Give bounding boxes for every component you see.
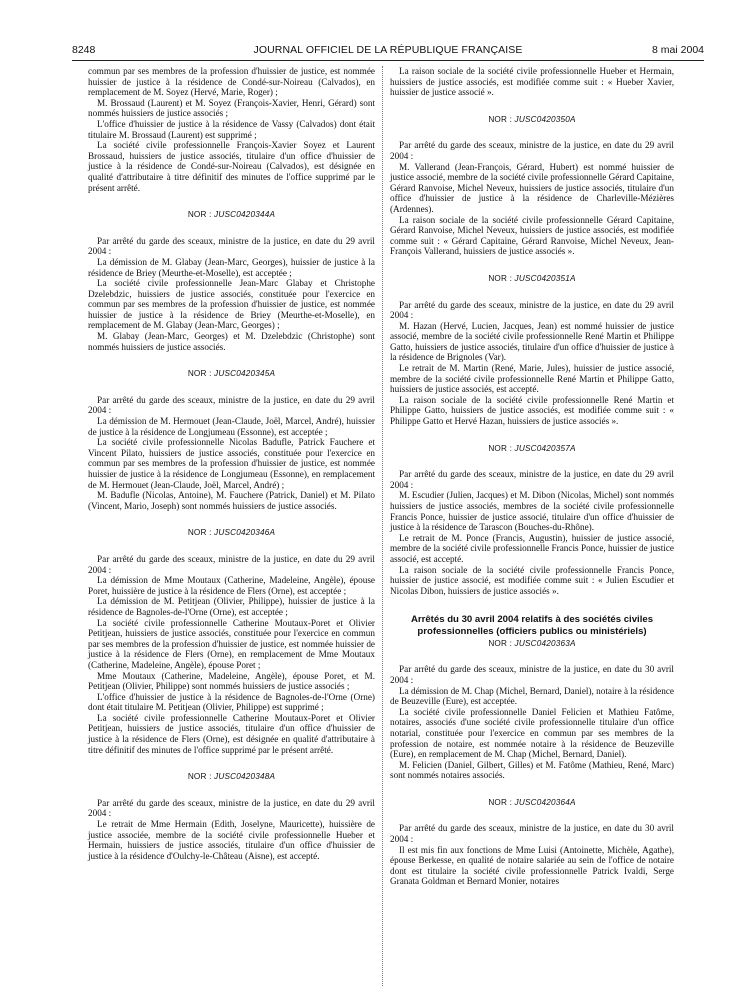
decree-block: [390, 300, 674, 427]
paragraph: La démission de M. Glabay (Jean-Marc, Georges), huissier de justice à la résidence de Briey (Meurthe-et-Moselle), est acceptée ;: [88, 256, 375, 278]
decree-block: [88, 236, 375, 353]
paragraph: Le retrait de M. Martin (René, Marie, Jules), huissier de justice associé, membre de la société civile professionnelle René Martin et Philippe Gatto, huissiers de justice associés, est accepté.: [390, 363, 674, 395]
column-divider: [382, 66, 383, 986]
paragraph: La société civile professionnelle Catherine Moutaux-Poret et Olivier Petitjean, huissiers de justice associés, titulaire d'un office d'huissier de justice à la résidence de Flers (Orne), est désignée en qualité d'attributaire à titre définitif des minutes de l'office supprimé par le présent arrêté.: [88, 712, 375, 755]
decree-block: [390, 823, 674, 887]
nor-code: JUSC0420345A: [214, 369, 276, 379]
decree-block: [88, 798, 375, 862]
nor-code: JUSC0420344A: [214, 210, 276, 220]
paragraph: La démission de M. Petitjean (Olivier, Philippe), huissier de justice à la résidence de Bagnoles-de-l'Orne (Orne), est acceptée ;: [88, 596, 375, 617]
nor-code: JUSC0420348A: [214, 772, 276, 782]
paragraph: La démission de M. Hermouet (Jean-Claude, Joël, Marcel, André), huissier de justice à la résidence de Longjumeau (Essonne), est acceptée ;: [88, 416, 375, 437]
decree-block: [390, 469, 674, 596]
paragraph: Il est mis fin aux fonctions de Mme Luisi (Antoinette, Michèle, Agathe), épouse Berkesse, en qualité de notaire salariée au sein de l'office de notaire dont est titulaire la société civile professionnelle Patrick Ivaldi, Serge Granata Goldman et Bernard Monier, notaires: [390, 844, 674, 887]
paragraph: La société civile professionnelle Jean-Marc Glabay et Christophe Dzelebdzic, huissiers de justice associés, constituée pour l'exercice en commun par ses membres de la profession d'huissier de justice, est nommée huissier de justice à la résidence de Briey (Meurthe-et-Moselle), en remplacement de M. Glabay (Jean-Marc, Georges) ;: [88, 278, 375, 331]
paragraph: L'office d'huissier de justice à la résidence de Bagnoles-de-l'Orne (Orne) dont était titulaire M. Petitjean (Olivier, Philippe) est supprimé ;: [88, 691, 375, 713]
paragraph: Mme Moutaux (Catherine, Madeleine, Angèle), épouse Poret, et M. Petitjean (Olivier, Philippe) sont nommés huissiers de justice associés ;: [88, 670, 375, 692]
paragraph: M. Escudier (Julien, Jacques) et M. Dibon (Nicolas, Michel) sont nommés huissiers de justice associés, membres de la société civile professionnelle Francis Ponce, huissier de justice associé, titulaire d'un office d'huissier de justice à la résidence de Tarascon (Bouches-du-Rhône).: [390, 490, 674, 533]
nor-reference: [88, 369, 375, 380]
right-column: [390, 66, 674, 887]
nor-reference: [88, 528, 375, 539]
paragraph: M. Glabay (Jean-Marc, Georges) et M. Dzelebdzic (Christophe) sont nommés huissiers de justice associés.: [88, 331, 375, 352]
nor-code: JUSC0420364A: [514, 797, 576, 807]
left-column: [88, 66, 375, 861]
nor-reference: [390, 115, 674, 126]
paragraph: Par arrêté du garde des sceaux, ministre de la justice, en date du 30 avril 2004 :: [390, 823, 674, 845]
paragraph: La raison sociale de la société civile professionnelle Francis Ponce, huissier de justice associé, est modifiée comme suit : « Julien Escudier et Nicolas Dibon, huissiers de justice associés ».: [390, 564, 674, 596]
nor-label: NOR :: [488, 443, 513, 453]
header-rule: [72, 60, 704, 61]
paragraph: Par arrêté du garde des sceaux, ministre de la justice, en date du 29 avril 2004 :: [390, 299, 674, 321]
decree-block: [88, 66, 375, 193]
decree-block: [390, 66, 674, 98]
nor-label: NOR :: [187, 772, 212, 782]
paragraph: La raison sociale de la société civile professionnelle Gérard Capitaine, Gérard Ranvoise, Michel Neveux, huissiers de justice associés, est modifiée comme suit : « Gérard Capitaine, Gérard Ranvoise, Michel Neveux, Jean-François Vallerand, huissiers de justice associés ».: [390, 214, 674, 257]
nor-reference: [88, 772, 375, 783]
paragraph: Par arrêté du garde des sceaux, ministre de la justice, en date du 29 avril 2004 :: [390, 469, 674, 490]
nor-label: NOR :: [488, 114, 513, 124]
paragraph: La société civile professionnelle François-Xavier Soyez et Laurent Brossaud, huissiers de justice associés, titulaire d'un office d'huissier de justice à la résidence de Condé-sur-Noireau (Calvados), est désignée en qualité d'attributaire à titre définitif des minutes de l'office supprimé par le présent arrêté.: [88, 140, 375, 193]
nor-code: JUSC0420346A: [214, 528, 276, 538]
nor-reference: [390, 639, 674, 650]
nor-label: NOR :: [488, 273, 513, 283]
nor-reference: [390, 444, 674, 455]
paragraph: Par arrêté du garde des sceaux, ministre de la justice, en date du 29 avril 2004 :: [88, 235, 375, 257]
paragraph: M. Badufle (Nicolas, Antoine), M. Fauchere (Patrick, Daniel) et M. Pilato (Vincent, Mario, Joseph) sont nommés huissiers de justice associés.: [88, 490, 375, 511]
nor-label: NOR :: [187, 210, 212, 220]
paragraph: La raison sociale de la société civile professionnelle Hueber et Hermain, huissiers de justice associés, est modifiée comme suit : « Hueber Xavier, huissier de justice associé ».: [390, 66, 674, 98]
paragraph: commun par ses membres de la profession d'huissier de justice, est nommée huissier de justice à la résidence de Condé-sur-Noireau (Calvados), en remplacement de M. Soyez (Hervé, Marie, Roger) ;: [88, 66, 375, 98]
paragraph: La société civile professionnelle Nicolas Badufle, Patrick Fauchere et Vincent Pilato, huissiers de justice associés, constituée pour l'exercice en commun par ses membres de la profession d'huissier de justice, est nommée huissier de justice à la résidence de Longjumeau (Essonne), en remplacement de M. Hermouet (Jean-Claude, Joël, Marcel, André) ;: [88, 437, 375, 490]
journal-title: JOURNAL OFFICIEL DE LA RÉPUBLIQUE FRANÇAISE: [253, 44, 523, 56]
paragraph: Par arrêté du garde des sceaux, ministre de la justice, en date du 29 avril 2004 :: [88, 553, 375, 575]
nor-code: JUSC0420357A: [514, 443, 576, 453]
nor-label: NOR :: [488, 797, 513, 807]
paragraph: M. Felicien (Daniel, Gilbert, Gilles) et M. Fatôme (Mathieu, René, Marc) sont nommés notaires associés.: [390, 759, 674, 781]
paragraph: Par arrêté du garde des sceaux, ministre de la justice, en date du 29 avril 2004 :: [390, 140, 674, 161]
nor-code: JUSC0420351A: [514, 273, 576, 283]
paragraph: La démission de M. Chap (Michel, Bernard, Daniel), notaire à la résidence de Beuzeville (Eure), est acceptée.: [390, 685, 674, 707]
nor-label: NOR :: [187, 528, 212, 538]
decree-block: [88, 395, 375, 512]
paragraph: M. Vallerand (Jean-François, Gérard, Hubert) est nommé huissier de justice associé, membre de la société civile professionnelle Gérard Capitaine, Gérard Ranvoise, Michel Neveux, huissiers de justice associés, titulaire d'un office d'huissier de justice à la résidence de Charleville-Mézières (Ardennes).: [390, 161, 674, 214]
paragraph: La démission de Mme Moutaux (Catherine, Madeleine, Angèle), épouse Poret, huissière de justice à la résidence de Flers (Orne), est acceptée ;: [88, 575, 375, 596]
paragraph: La société civile professionnelle Catherine Moutaux-Poret et Olivier Petitjean, huissiers de justice associés, constituée pour l'exercice en commun par ses membres de la profession d'huissier de justice, est nommée huissier de justice à la résidence de Flers (Orne), en remplacement de Mme Moutaux (Catherine, Madeleine, Angèle), épouse Poret ;: [88, 617, 375, 670]
section-title: Arrêtés du 30 avril 2004 relatifs à des sociétés civiles professionnelles (officiers publics ou ministériels): [410, 614, 654, 637]
paragraph: L'office d'huissier de justice à la résidence de Vassy (Calvados) dont était titulaire M. Brossaud (Laurent) est supprimé ;: [88, 118, 375, 140]
paragraph: La raison sociale de la société civile professionnelle René Martin et Philippe Gatto, huissiers de justice associés, est modifiée comme suit : « Philippe Gatto et Hervé Hazan, huissiers de justice associés ».: [390, 394, 674, 427]
paragraph: Par arrêté du garde des sceaux, ministre de la justice, en date du 30 avril 2004 :: [390, 664, 674, 685]
page-header: [72, 44, 704, 58]
decree-block: [390, 664, 674, 781]
paragraph: M. Hazan (Hervé, Lucien, Jacques, Jean) est nommé huissier de justice associé, membre de la société civile professionnelle René Martin et Philippe Gatto, huissiers de justice associés, titulaire d'un office d'huissier de justice à la résidence de Brignoles (Var).: [390, 320, 674, 363]
decree-block: [88, 554, 375, 755]
paragraph: Le retrait de Mme Hermain (Edith, Joselyne, Mauricette), huissière de justice associée, membre de la société civile professionnelle Hueber et Hermain, huissiers de justice associés, titulaire d'un office d'huissier de justice à la résidence d'Oulchy-le-Château (Aisne), est accepté.: [88, 819, 375, 861]
page-number: 8248: [72, 44, 96, 56]
nor-label: NOR :: [187, 369, 212, 379]
nor-reference: [88, 210, 375, 221]
paragraph: Par arrêté du garde des sceaux, ministre de la justice, en date du 29 avril 2004 :: [88, 394, 375, 416]
paragraph: Le retrait de M. Ponce (Francis, Augustin), huissier de justice associé, membre de la société civile professionnelle Francis Ponce, huissier de justice associé, est accepté.: [390, 532, 674, 564]
paragraph: La société civile professionnelle Daniel Felicien et Mathieu Fatôme, notaires, associés d'une société civile professionnelle titulaire d'un office notarial, constituée pour l'exercice en commun par ses membres de la profession de notaire, est nommée notaire à la résidence de Beuzeville (Eure), en remplacement de M. Chap (Michel, Bernard, Daniel).: [390, 706, 674, 760]
paragraph: M. Brossaud (Laurent) et M. Soyez (François-Xavier, Henri, Gérard) sont nommés huissiers de justice associés ;: [88, 97, 375, 119]
nor-reference: [390, 274, 674, 285]
issue-date: 8 mai 2004: [652, 44, 704, 56]
decree-block: [390, 140, 674, 257]
nor-label: NOR :: [488, 638, 513, 648]
paragraph: Par arrêté du garde des sceaux, ministre de la justice, en date du 29 avril 2004 :: [88, 797, 375, 819]
nor-reference: [390, 798, 674, 809]
nor-code: JUSC0420363A: [514, 638, 576, 648]
nor-code: JUSC0420350A: [514, 114, 576, 124]
